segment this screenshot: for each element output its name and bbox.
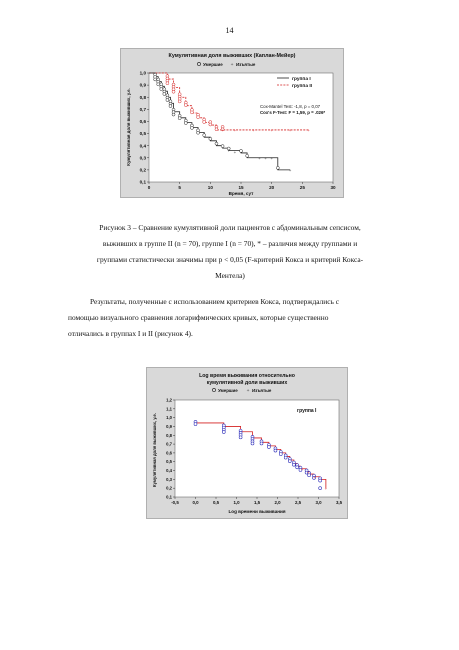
censored-marker-group-1: +	[306, 469, 310, 475]
cox-f-test-annotation: Cox's F-Test: F = 1,59, p = .026*	[260, 110, 326, 115]
legend-died-marker	[212, 388, 215, 391]
data-point-group-2	[190, 111, 193, 114]
data-point-group-1	[169, 105, 172, 108]
censored-marker-group-2: +	[288, 127, 292, 133]
data-point-group-1	[203, 134, 206, 137]
data-point-group-1	[296, 466, 299, 469]
x-tick-label: 15	[238, 185, 244, 190]
log-survival-figure	[146, 367, 348, 519]
censored-marker-group-2: +	[307, 127, 310, 133]
figure-3-caption	[70, 220, 390, 284]
legend-died-label: Умершие	[218, 388, 238, 393]
x-tick-label: 3,5	[335, 500, 343, 505]
x-tick-label: 2,0	[274, 500, 281, 505]
x-tick-label: 0,0	[192, 500, 199, 505]
data-point-group-1	[260, 442, 263, 445]
data-point-group-1	[222, 431, 225, 434]
censored-marker-group-1: +	[288, 167, 292, 173]
y-axis-label: Кумулятивная доля выживших, у.е.	[152, 413, 157, 487]
y-axis-label: Кумулятивная доля выживших, у.е.	[126, 88, 131, 166]
chart-title-line2: кумулятивной доли выживших	[206, 380, 288, 386]
y-tick-label: 0,5	[139, 131, 146, 137]
data-point-group-1	[276, 166, 279, 169]
chart-title: Кумулятивная доля выживших (Каплан-Мейер)	[168, 53, 296, 59]
censored-marker-group-1: +	[313, 474, 316, 480]
plot-area	[175, 400, 339, 497]
censored-marker-group-1: +	[270, 155, 273, 161]
data-point-group-2	[178, 100, 181, 103]
x-tick-label: 0,5	[212, 500, 220, 505]
caption-line: Рисунок 3 – Сравнение кумулятивной доли пациентов с абдоминальным сепсисом,	[99, 223, 361, 232]
data-point-group-1	[284, 456, 287, 459]
y-tick-label: 0,3	[166, 476, 172, 482]
y-tick-label: 1,0	[139, 70, 146, 76]
data-point-group-1	[160, 88, 163, 91]
data-point-group-1	[274, 449, 277, 452]
censored-marker-group-2: +	[221, 127, 224, 133]
data-point-group-1	[288, 460, 291, 463]
y-tick-label: 0,4	[166, 468, 172, 474]
y-tick-label: 0,5	[166, 459, 172, 465]
x-tick-label: 0	[147, 185, 151, 190]
x-axis-label: Время, сут	[228, 191, 254, 196]
x-tick-label: 1,5	[253, 500, 261, 505]
y-tick-label: 0,9	[166, 423, 172, 429]
paragraph-line: помощью визуального сравнения логарифмических кривых, которые существенно	[68, 313, 329, 322]
data-point-group-1	[215, 142, 218, 145]
caption-line: Ментела)	[215, 271, 245, 280]
y-tick-label: 0,6	[166, 450, 172, 456]
x-tick-label: 10	[207, 185, 213, 190]
y-tick-label: 0,1	[139, 179, 146, 185]
data-point-group-2	[184, 104, 187, 107]
data-point-group-1	[184, 122, 187, 125]
x-tick-label: 25	[299, 185, 305, 190]
paragraph-line: отличались в группах I и II (рисунок 4).	[68, 329, 193, 338]
kaplan-meier-figure	[120, 48, 344, 198]
data-point-group-1	[221, 145, 224, 148]
x-axis-label: Log времени выживания	[228, 509, 286, 514]
data-point-group-1	[157, 83, 160, 86]
caption-line: группами статистически значимы при p < 0,05 (F-критерий Кокса и критерий Кокса-	[96, 255, 364, 264]
censored-marker-group-2: +	[233, 127, 237, 133]
data-point-group-1	[209, 137, 212, 140]
data-point-group-1	[279, 453, 282, 456]
data-point-group-1	[178, 117, 181, 120]
censored-marker-group-1: +	[264, 155, 267, 161]
data-point-group-1	[163, 92, 166, 95]
data-point-group-1	[197, 131, 200, 134]
censored-marker-group-1: +	[233, 149, 237, 155]
y-tick-label: 0,7	[139, 106, 146, 112]
data-point-group-2	[203, 121, 206, 124]
y-tick-label: 1,2	[166, 397, 172, 403]
data-point-group-1	[251, 442, 254, 445]
legend-label-group-1: группа I	[292, 77, 311, 82]
y-tick-label: 0,8	[166, 432, 172, 438]
data-point-group-2	[172, 90, 175, 93]
data-point-group-2	[166, 82, 169, 85]
data-point-group-1	[246, 154, 249, 157]
legend-label-group-1: группа I	[297, 408, 317, 414]
y-tick-label: 0,1	[166, 494, 172, 500]
legend-censored-marker: +	[246, 389, 250, 394]
censored-marker-group-2: +	[251, 127, 255, 133]
caption-line: выживших в группе II (n = 70), группе I (n = 70), * – различия между группами и	[102, 239, 358, 248]
data-point-group-1	[319, 487, 322, 490]
chart-title-line1: Log время выживания относительно	[199, 373, 295, 379]
kaplan-meier-chart	[121, 49, 343, 197]
legend-died-marker	[197, 62, 200, 65]
data-point-group-1	[267, 446, 270, 449]
y-tick-label: 0,3	[139, 155, 146, 161]
censored-marker-group-1: +	[258, 155, 261, 161]
y-tick-label: 0,6	[139, 119, 146, 125]
censored-marker-group-1: +	[227, 148, 231, 154]
data-point-group-1	[239, 436, 242, 439]
results-paragraph	[68, 294, 398, 342]
censored-marker-group-1: +	[300, 466, 304, 472]
cox-mantel-annotation: Cox-Mantel Test: -1,8, p = 0,07	[260, 104, 321, 109]
legend-censored-label: Изъятые	[236, 62, 256, 67]
x-tick-label: 3,0	[315, 500, 322, 505]
x-tick-label: 2,5	[294, 500, 302, 505]
y-tick-label: 0,8	[139, 94, 146, 100]
data-point-group-1	[194, 423, 197, 426]
censored-marker-group-1: +	[324, 485, 328, 491]
page-number: 14	[225, 26, 234, 35]
y-tick-label: 0,2	[166, 485, 172, 491]
censored-marker-group-2: +	[270, 127, 273, 133]
x-tick-label: 5	[178, 185, 181, 190]
data-point-group-1	[154, 78, 157, 81]
data-point-group-1	[240, 149, 243, 152]
data-point-group-1	[319, 479, 322, 482]
y-tick-label: 1,0	[166, 415, 172, 421]
x-tick-label: -0,5	[171, 500, 179, 505]
plot-area	[149, 73, 333, 182]
legend-died-label: Умершие	[203, 62, 223, 67]
y-tick-label: 0,4	[139, 143, 146, 149]
data-point-group-1	[190, 126, 193, 129]
y-tick-label: 1,1	[166, 406, 172, 412]
data-point-group-2	[215, 128, 218, 131]
y-tick-label: 0,9	[139, 82, 146, 88]
log-survival-chart	[147, 368, 347, 518]
y-tick-label: 0,2	[139, 167, 146, 173]
paragraph-line: Результаты, полученные с использованием критериев Кокса, подтверждались с	[90, 297, 339, 306]
legend-label-group-2: группа II	[292, 84, 312, 89]
y-tick-label: 0,7	[166, 441, 172, 447]
legend-censored-label: Изъятые	[252, 388, 272, 393]
x-tick-label: 1,0	[233, 500, 240, 505]
legend-censored-marker: +	[230, 63, 234, 68]
data-point-group-1	[166, 99, 169, 102]
data-point-group-2	[209, 123, 212, 126]
x-tick-label: 30	[330, 185, 336, 190]
data-point-group-2	[197, 116, 200, 119]
x-tick-label: 20	[269, 185, 275, 190]
data-point-group-1	[172, 113, 175, 116]
data-point-group-1	[292, 463, 295, 466]
